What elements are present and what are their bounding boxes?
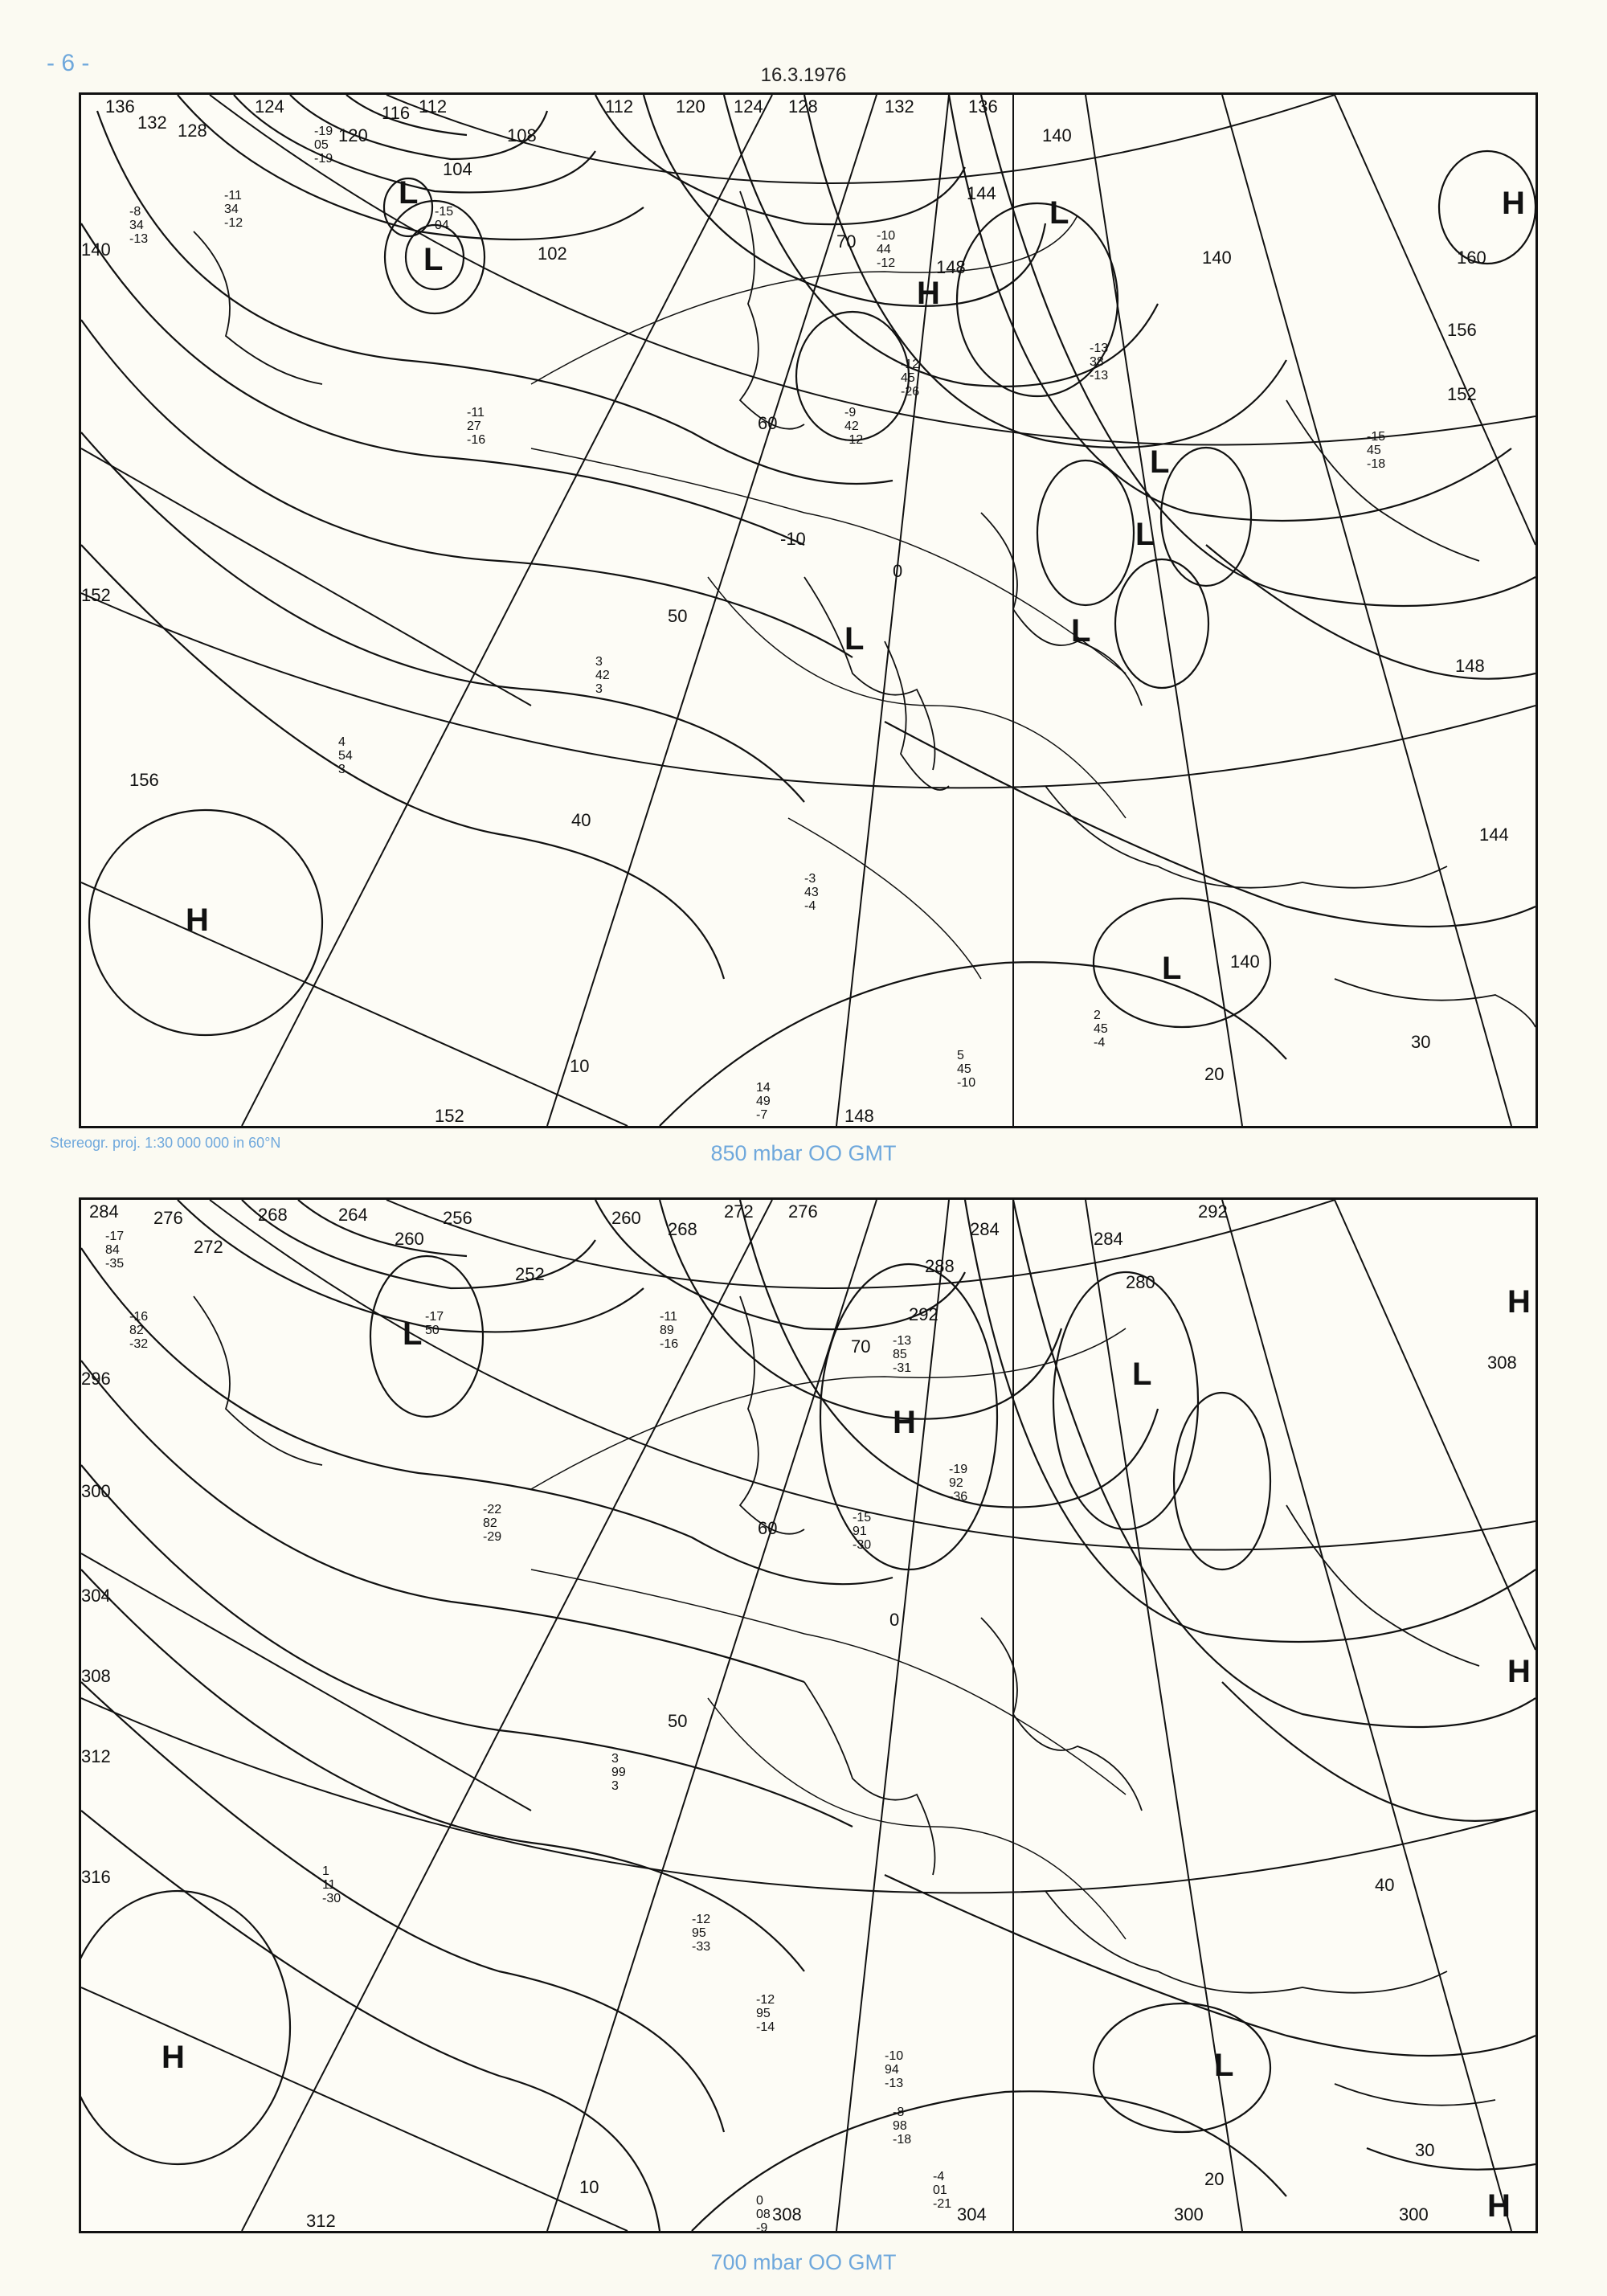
station-value-line: 3: [611, 1752, 619, 1766]
contour-label: 260: [395, 1229, 424, 1249]
contour-label: 256: [443, 1208, 472, 1228]
contour-label: 152: [435, 1106, 464, 1126]
contour-label: 132: [885, 96, 914, 117]
station-value-line: -12: [224, 216, 243, 230]
station-value-line: 82: [129, 1324, 144, 1337]
station-value-line: -36: [949, 1490, 968, 1504]
station-value: [933, 2170, 951, 2211]
contour-label: 280: [1126, 1272, 1155, 1292]
contour-label: 284: [970, 1219, 1000, 1239]
station-value-line: 4: [338, 735, 346, 749]
pressure-centers: [162, 1284, 1531, 2224]
center-marker: L: [1132, 1357, 1152, 1392]
height-contours: [81, 1200, 1535, 2231]
contour-label: 128: [178, 121, 207, 141]
contour-label: 152: [1447, 384, 1477, 404]
contour-label: 124: [255, 96, 284, 117]
station-value-line: -13: [1090, 369, 1109, 383]
station-value: [885, 2049, 903, 2090]
contour-label: 260: [611, 1208, 641, 1228]
center-marker: L: [1135, 517, 1155, 552]
contour-label: 160: [1457, 248, 1486, 268]
station-value-line: 05: [314, 138, 329, 152]
contour-label: 308: [772, 2204, 802, 2224]
station-value-line: -9: [844, 406, 857, 420]
map-850mbar: [79, 92, 1538, 1128]
station-value-line: -12: [877, 256, 896, 270]
contour-label: 120: [676, 96, 705, 117]
station-value-line: 0: [756, 2194, 763, 2208]
isotherm-label: 50: [668, 606, 688, 626]
contour-label: 108: [507, 125, 537, 145]
contour-label: 252: [515, 1264, 545, 1284]
isotherms: [531, 1328, 1126, 1939]
isotherm-label: 10: [579, 2177, 599, 2197]
station-value: [314, 125, 333, 166]
center-marker: H: [1487, 2188, 1511, 2224]
station-value-line: -15: [435, 205, 454, 219]
station-value: [338, 735, 353, 776]
station-value-line: -9: [756, 2221, 768, 2231]
station-value-line: -30: [853, 1538, 872, 1552]
station-value-line: 3: [611, 1779, 619, 1793]
station-value-line: 89: [660, 1324, 674, 1337]
isotherm-label: 70: [851, 1336, 871, 1357]
isotherm-label: 60: [758, 1518, 778, 1538]
station-value-line: 84: [105, 1243, 120, 1257]
contour-label: 304: [957, 2204, 987, 2224]
station-value: [692, 1913, 710, 1954]
contour-label: 104: [443, 159, 472, 179]
station-value-line: 43: [804, 886, 819, 899]
station-value-line: 3: [338, 763, 346, 776]
station-value-line: 45: [1094, 1022, 1108, 1036]
center-marker: H: [917, 276, 940, 311]
station-value-line: -12: [756, 1993, 775, 2007]
contour-label: 268: [258, 1205, 288, 1225]
station-value-line: 3: [595, 655, 603, 669]
contour-label: 136: [968, 96, 998, 117]
station-value-line: 94: [885, 2063, 899, 2077]
center-marker: H: [1507, 1654, 1531, 1689]
station-value-line: -10: [877, 229, 896, 243]
contour-label: 136: [105, 96, 135, 117]
isotherm-label: 60: [758, 413, 778, 433]
station-value-line: 04: [435, 219, 449, 232]
contour-label: 144: [1479, 825, 1509, 845]
isotherm-label: 20: [1204, 2169, 1225, 2189]
contour-label: 132: [137, 113, 167, 133]
station-value-line: -12: [901, 358, 920, 371]
contour-label: 292: [1198, 1201, 1228, 1222]
station-value-line: 27: [467, 420, 481, 433]
station-value-line: 34: [129, 219, 144, 232]
station-value: [756, 1993, 775, 2034]
station-value-line: -18: [1367, 457, 1386, 471]
station-value-line: 92: [949, 1476, 963, 1490]
station-value: [425, 1310, 444, 1337]
map-850mbar-canvas: [81, 95, 1535, 1126]
graticule: [81, 1200, 1535, 2231]
contour-label: 148: [936, 257, 966, 277]
station-value-line: -7: [756, 1108, 768, 1122]
station-value-line: -8: [129, 205, 141, 219]
station-value: [467, 406, 485, 447]
station-value-line: -19: [314, 125, 333, 138]
station-value-line: -16: [129, 1310, 149, 1324]
station-value-line: 1: [322, 1864, 329, 1878]
contour-label: 296: [81, 1369, 111, 1389]
contour-label: 308: [81, 1666, 111, 1686]
contour-label: 272: [724, 1201, 754, 1222]
pressure-centers: [186, 175, 1525, 986]
station-value-line: 95: [692, 1926, 706, 1940]
station-value: [105, 1230, 124, 1271]
station-value-line: -26: [901, 385, 920, 399]
station-value-line: -13: [129, 232, 149, 246]
isotherm-label: 40: [571, 810, 591, 830]
station-value-line: -19: [949, 1463, 968, 1476]
contour-labels: [81, 1201, 1517, 2231]
station-value-line: -11: [224, 189, 242, 203]
station-value: [853, 1511, 871, 1552]
station-value: [129, 205, 148, 246]
station-value-line: -32: [129, 1337, 149, 1351]
station-value-line: 95: [756, 2007, 771, 2020]
station-value-line: 42: [844, 420, 859, 433]
station-value-line: 45: [957, 1062, 971, 1076]
station-value-line: -4: [804, 899, 816, 913]
station-value: [611, 1752, 626, 1793]
center-marker: H: [1502, 186, 1525, 221]
station-value-line: 82: [483, 1516, 497, 1530]
station-plots: [105, 1230, 967, 2231]
contour-label: 148: [1455, 656, 1485, 676]
station-value-line: -33: [692, 1940, 711, 1954]
isotherm-label: 50: [668, 1711, 688, 1731]
station-value-line: -31: [893, 1361, 912, 1375]
station-value: [129, 1310, 148, 1351]
contour-label: 276: [153, 1208, 183, 1228]
map-700mbar: [79, 1197, 1538, 2233]
contour-label: 276: [788, 1201, 818, 1222]
contour-label: 140: [81, 239, 111, 260]
isotherm-labels: [579, 1336, 1434, 2197]
contour-label: 300: [1399, 2204, 1429, 2224]
station-value-line: -35: [105, 1257, 125, 1271]
station-value-line: 54: [338, 749, 353, 763]
station-value-line: -18: [893, 2133, 912, 2147]
center-marker: L: [423, 242, 444, 277]
station-value: [756, 2194, 771, 2231]
contour-label: 300: [81, 1481, 111, 1501]
contour-label: 116: [382, 103, 411, 123]
isotherm-label: 70: [836, 231, 857, 252]
station-value-line: -19: [314, 152, 333, 166]
station-value-line: 11: [322, 1878, 336, 1892]
station-value: [893, 2106, 911, 2147]
contour-label: 312: [306, 2211, 336, 2231]
contour-label: 124: [734, 96, 763, 117]
contour-label: 284: [1094, 1229, 1123, 1249]
station-value-line: 38: [1090, 355, 1104, 369]
station-value: [435, 205, 453, 232]
contour-label: 292: [909, 1304, 938, 1324]
station-value-line: -11: [467, 406, 485, 420]
isotherm-label: 0: [889, 1610, 900, 1630]
contour-label: 312: [81, 1746, 111, 1766]
station-value-line: 50: [425, 1324, 440, 1337]
contour-label: 304: [81, 1586, 111, 1606]
caption-700mbar: 700 mbar OO GMT: [710, 2250, 897, 2274]
contour-label: 112: [605, 96, 634, 117]
contour-label: 308: [1487, 1353, 1517, 1373]
center-marker: H: [162, 2040, 185, 2075]
contour-label: 264: [338, 1205, 368, 1225]
station-value-line: 01: [933, 2183, 947, 2197]
center-marker: L: [1150, 444, 1170, 480]
map-date: 16.3.1976: [760, 64, 847, 86]
contour-label: 272: [194, 1237, 223, 1257]
station-value: [844, 406, 863, 447]
station-value: [756, 1081, 771, 1122]
contour-label: 288: [925, 1256, 955, 1276]
contour-label: 156: [129, 770, 159, 790]
station-value-line: 45: [1367, 444, 1381, 457]
station-value-line: -10: [957, 1076, 976, 1090]
station-value-line: 99: [611, 1766, 626, 1779]
contour-label: 140: [1202, 248, 1232, 268]
station-value-line: 44: [877, 243, 891, 256]
station-value: [877, 229, 895, 270]
station-value-line: 3: [595, 682, 603, 696]
station-value-line: -14: [756, 2020, 775, 2034]
station-value-line: -13: [885, 2077, 904, 2090]
station-value-line: 49: [756, 1095, 771, 1108]
station-plots: [129, 125, 1385, 1122]
station-value-line: 45: [901, 371, 915, 385]
center-marker: H: [186, 902, 209, 938]
center-marker: L: [844, 621, 865, 657]
height-contours: [81, 95, 1535, 1126]
isotherm-label: 0: [893, 561, 903, 581]
station-value: [1094, 1009, 1108, 1050]
isotherm-label: 30: [1411, 1032, 1431, 1052]
isotherm-label: -10: [780, 529, 806, 549]
station-value: [595, 655, 610, 696]
station-value-line: -10: [885, 2049, 904, 2063]
contour-label: 300: [1174, 2204, 1204, 2224]
station-value: [322, 1864, 341, 1905]
isotherm-label: 30: [1415, 2140, 1435, 2160]
station-value-line: 08: [756, 2208, 771, 2221]
station-value-line: -12: [692, 1913, 711, 1926]
contour-label: 148: [844, 1106, 874, 1126]
contour-label: 112: [419, 96, 448, 117]
map-700mbar-canvas: [81, 1200, 1535, 2231]
station-value: [483, 1503, 501, 1544]
center-marker: H: [1507, 1284, 1531, 1320]
station-value-line: 5: [957, 1049, 964, 1062]
contour-label: 120: [338, 125, 368, 145]
coastlines: [194, 1296, 1495, 2106]
page-number: - 6 -: [47, 50, 90, 76]
contour-label: 128: [788, 96, 818, 117]
center-marker: L: [403, 1316, 423, 1352]
station-value-line: -17: [105, 1230, 125, 1243]
station-value-line: 14: [756, 1081, 771, 1095]
contour-label: 140: [1042, 125, 1072, 145]
center-marker: L: [1162, 951, 1182, 986]
coastlines: [194, 191, 1535, 1027]
contour-label: 284: [89, 1201, 119, 1222]
contour-label: 156: [1447, 320, 1477, 340]
projection-note: Stereogr. proj. 1:30 000 000 in 60°N: [50, 1135, 281, 1151]
graticule: [81, 95, 1535, 1126]
isotherm-label: 20: [1204, 1064, 1225, 1084]
contour-label: 102: [538, 244, 567, 264]
station-value-line: -11: [660, 1310, 677, 1324]
station-value-line: 34: [224, 203, 239, 216]
station-value-line: -4: [1094, 1036, 1106, 1050]
station-value-line: -16: [467, 433, 486, 447]
contour-label: 140: [1230, 952, 1260, 972]
center-marker: L: [1049, 195, 1069, 231]
station-value-line: -15: [1367, 430, 1386, 444]
station-value-line: -15: [853, 1511, 872, 1525]
station-value-line: -3: [804, 872, 816, 886]
station-value: [949, 1463, 967, 1504]
station-value-line: -21: [933, 2197, 952, 2211]
station-value: [804, 872, 819, 913]
station-value-line: 2: [1094, 1009, 1101, 1022]
station-value-line: -13: [1090, 342, 1109, 355]
caption-850mbar: 850 mbar OO GMT: [710, 1141, 897, 1165]
center-marker: L: [1214, 2048, 1234, 2083]
contour-label: 152: [81, 585, 111, 605]
center-marker: H: [893, 1405, 916, 1440]
center-marker: L: [1071, 613, 1091, 649]
station-value-line: -12: [844, 433, 864, 447]
station-value-line: 85: [893, 1348, 907, 1361]
station-value-line: -4: [933, 2170, 945, 2183]
station-value: [1367, 430, 1385, 471]
contour-label: 144: [967, 183, 996, 203]
contour-label: 316: [81, 1867, 111, 1887]
isotherm-label: 10: [570, 1056, 590, 1076]
center-marker: L: [399, 175, 419, 211]
station-value-line: -29: [483, 1530, 502, 1544]
station-value: [893, 1334, 911, 1375]
station-value: [660, 1310, 678, 1351]
station-value-line: -8: [893, 2106, 905, 2119]
station-value-line: -17: [425, 1310, 444, 1324]
station-value: [224, 189, 243, 230]
contour-label: 268: [668, 1219, 697, 1239]
station-value-line: -22: [483, 1503, 502, 1516]
station-value-line: 42: [595, 669, 610, 682]
station-value-line: -30: [322, 1892, 341, 1905]
isotherm-label: 40: [1375, 1875, 1395, 1895]
station-value: [957, 1049, 975, 1090]
station-value-line: 98: [893, 2119, 907, 2133]
station-value-line: 91: [853, 1525, 867, 1538]
station-value: [901, 358, 919, 399]
station-value-line: -13: [893, 1334, 912, 1348]
station-value-line: -16: [660, 1337, 679, 1351]
